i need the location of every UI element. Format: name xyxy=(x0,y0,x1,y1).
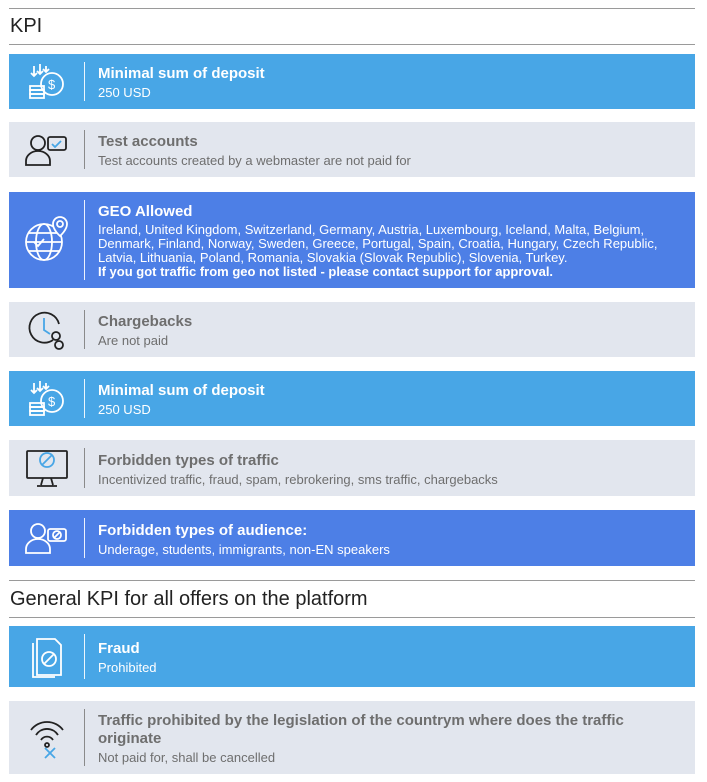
section-title-general-kpi: General KPI for all offers on the platform xyxy=(10,588,368,610)
card-title: Forbidden types of audience: xyxy=(98,522,308,539)
card-title: Test accounts xyxy=(98,133,198,150)
card-description: Incentivized traffic, fraud, spam, rebrokering, sms traffic, chargebacks xyxy=(98,472,498,487)
kpi-card-geo-allowed xyxy=(9,192,695,288)
signal-forbidden-icon xyxy=(9,701,85,774)
card-description: Ireland, United Kingdom, Switzerland, Germany, Austria, Luxembourg, Iceland, Malta, Belgium, Denmark, Finland, Norway, Sweden, Greece, Portugal, Spain, Croatia, Hungary, Czech Republic, Latvia, Lithuania, Poland, Romania, Slovakia (Slovak Republic), Slovenia, Turkey. xyxy=(98,222,658,265)
kpi-card-minimal-deposit xyxy=(9,54,695,109)
card-description: 250 USD xyxy=(98,85,151,100)
kpi-card-forbidden-audience xyxy=(9,510,695,566)
divider xyxy=(9,580,695,581)
divider xyxy=(9,44,695,45)
kpi-card-chargebacks xyxy=(9,302,695,357)
card-description: Test accounts created by a webmaster are not paid for xyxy=(98,153,411,168)
card-description: Are not paid xyxy=(98,333,169,348)
card-note: If you got traffic from geo not listed - please contact support for approval. xyxy=(98,264,554,279)
card-description: Prohibited xyxy=(98,660,157,675)
card-title: Minimal sum of deposit xyxy=(98,65,265,82)
card-title: GEO Allowed xyxy=(98,203,193,220)
card-description: Not paid for, shall be cancelled xyxy=(98,750,276,765)
card-title: Fraud xyxy=(98,640,140,657)
card-description: Underage, students, immigrants, non-EN speakers xyxy=(98,542,390,557)
coins-icon xyxy=(9,54,85,109)
kpi-card-test-accounts xyxy=(9,122,695,177)
card-title: Forbidden types of traffic xyxy=(98,452,279,469)
svg-text:$: $ xyxy=(48,393,56,409)
monitor-forbidden-icon xyxy=(9,440,85,496)
globe-icon xyxy=(9,192,85,288)
kpi-card-fraud xyxy=(9,626,695,687)
kpi-card-forbidden-traffic xyxy=(9,440,695,496)
user-check-icon xyxy=(9,122,85,177)
kpi-card-minimal-deposit-2 xyxy=(9,371,695,426)
clock-icon xyxy=(9,302,85,357)
svg-text:$: $ xyxy=(48,76,56,92)
card-title: Minimal sum of deposit xyxy=(98,382,265,399)
user-forbidden-icon xyxy=(9,510,85,566)
card-description: 250 USD xyxy=(98,402,151,417)
card-title: Traffic prohibited by the legislation of the countrym where does the traffic originate xyxy=(98,712,624,747)
section-title-kpi: KPI xyxy=(10,15,43,37)
kpi-card-prohibited-legislation xyxy=(9,701,695,774)
divider xyxy=(9,617,695,618)
divider xyxy=(9,8,695,9)
coins-icon xyxy=(9,371,85,426)
card-title: Chargebacks xyxy=(98,313,193,330)
document-forbidden-icon xyxy=(9,626,85,687)
